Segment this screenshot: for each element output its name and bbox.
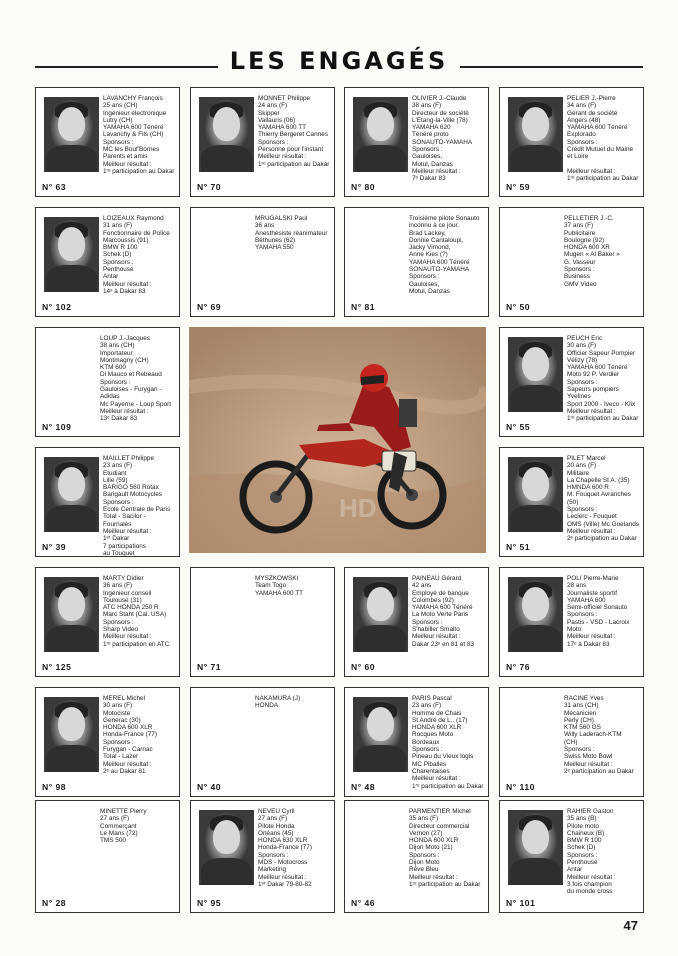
entrant-number: N° 102 bbox=[42, 302, 72, 312]
entrant-card-olivier bbox=[344, 87, 489, 197]
portrait-photo bbox=[44, 697, 99, 772]
entrant-card-marty bbox=[35, 567, 180, 677]
entrant-number: N° 63 bbox=[42, 182, 67, 192]
portrait-photo bbox=[353, 97, 408, 172]
portrait-photo bbox=[44, 97, 99, 172]
entrant-number: N° 39 bbox=[42, 542, 67, 552]
entrant-details: MINETTE Pierry 27 ans (F) Commerçant Le Mans (72) TMS 500 bbox=[100, 808, 147, 845]
portrait-photo bbox=[508, 337, 563, 412]
portrait-photo bbox=[508, 810, 563, 885]
entrant-details: PAINEAU Gérard 42 ans Employé de banque Colombes (92) YAMAHA 600 Ténéré La Moto Verte Paris Sponsors : S'habiller Smalto Meilleur résultat : Dakar 23ᵉ en 81 et 83 bbox=[412, 575, 475, 648]
portrait-photo bbox=[353, 697, 408, 772]
entrant-details: POLI Pierre-Marie 28 ans Journaliste sportif YAMAHA 600 Semi-officiel Sonauto Sponsors : Pastis - VSD - Lacroix Moto Meilleur résultat : 17ᵉ à Dakar 83 bbox=[567, 575, 630, 648]
entrant-details: MONNET Philippe 24 ans (F) Skipper Vallauris (06) YAMAHA 600 TT Thierry Bergeret Cannes Sponsors : Personne pour l'instant Meilleur résultat : 1ʳᵉ participation au Dakar bbox=[258, 95, 330, 168]
entrant-details: NAKAMURA (J) HONDA bbox=[255, 695, 301, 710]
page-title: LES ENGAGÉS bbox=[229, 47, 449, 75]
entrant-details: MEREL Michel 30 ans (F) Motociste Generac (30) HONDA 600 XLR Honda-France (77) Sponsors : Furygan - Carnac Total - Lazer Meilleur résultat : 2ᵉ au Dakar 81 bbox=[103, 695, 157, 775]
entrant-number: N° 110 bbox=[506, 782, 535, 792]
entrant-details: Troisième pilote Sonauto inconnu à ce jour. Brad Lackey, Donnie Cantaloupi, Jacky Vimond, Anne Kies (?) YAMAHA 600 Ténéré SONAUTO-YAMAHA Sponsors : Gauloises, Motul, Danzas bbox=[409, 215, 480, 295]
entrant-card-nakamura bbox=[190, 687, 335, 797]
entrant-details: PILET Marcel 20 ans (F) Militaire La Chapelle St A. (35) HMNDA 600 R M. Fouquet Avranches (50) Sponsors : Leclerc - Fouquet OMS (Ville) Mc Goelands Meilleur résultat : 2ᵉ participation au Dakar bbox=[567, 455, 639, 543]
entrant-card-merel bbox=[35, 687, 180, 797]
entrant-card-loup bbox=[35, 327, 180, 437]
entrant-number: N° 70 bbox=[197, 182, 222, 192]
entrant-details: MARTY Didier 36 ans (F) Ingénieur conseil Toulouse (31) ATC HONDA 250 R Marc Staht (Cal. USA) Sponsors : Sharp Video Meilleur résultat : 1ʳᵉ participation en ATC bbox=[103, 575, 170, 648]
entrant-card-troisieme bbox=[344, 207, 489, 317]
entrant-details: PARMENTIER Michel 35 ans (F) Directeur commercial Vernon (27) HONDA 600 XLR Dijon Moto (21) Sponsors : Dijon Moto Rêve Bleu Meilleur résultat : 1ʳᵉ participation au Dakar bbox=[409, 808, 481, 888]
entrant-card-lavanchy bbox=[35, 87, 180, 197]
entrant-card-pelletier bbox=[499, 207, 644, 317]
entrant-details: MAILLET Philippe 23 ans (F) Etudiant Lille (59) BARIGO 560 Rotax Barigault Motocycles Sponsors : Ecole Centrale de Paris Total - Sacilor - Fournalès Meilleur résultat : 1ᵉʳ Dakar 7 participations au Touquet bbox=[103, 455, 171, 557]
title-rule-right bbox=[460, 66, 643, 68]
dirt-bike-rider-illustration bbox=[189, 327, 486, 553]
entrant-details: LOUP J.-Jacques 38 ans (CH) Importateur Montmagny (CH) KTM 600 Di Mauco et Rebeaud Sponsors : Gauloises - Furygan - Adidas Mc Payerne - Loup Sport Meilleur résultat : 13ᵉ Dakar 83 bbox=[100, 335, 172, 423]
entrant-details: PELLETIER J.-C. 37 ans (F) Publicitaire Boulogne (92) HONDA 600 XR Mugen « Al Baker » G. Vasseur Sponsors : Business GMV Video bbox=[564, 215, 620, 288]
title-rule-left bbox=[35, 66, 218, 68]
entrant-details: MYSZKOWSKI Team Togo YAMAHA 600 TT bbox=[255, 575, 304, 597]
entrant-number: N° 59 bbox=[506, 182, 531, 192]
entrant-details: PELIER J.-Pierre 34 ans (F) Gérant de société Angers (48) YAMAHA 600 Ténéré Explorado Sponsors : Crédit Mutuel du Maine et Loire Meilleur résultat : 1ʳᵉ participation au Dakar bbox=[567, 95, 639, 183]
entrant-number: N° 46 bbox=[351, 898, 376, 908]
entrant-number: N° 51 bbox=[506, 542, 531, 552]
entrant-card-rahier bbox=[499, 800, 644, 913]
entrant-card-racine bbox=[499, 687, 644, 797]
entrant-details: NEVEU Cyril 27 ans (F) Pilote Honda Orléans (45) HONDA 630 XLR Honda-France (77) Sponsors : MDS - Motocross Marketing Meilleur résultat : 1ᵉʳ Dakar 79-80-82 bbox=[258, 808, 312, 888]
entrant-card-pilet bbox=[499, 447, 644, 557]
entrant-details: PEUCH Eric 30 ans (F) Officier Sapeur Pompier Vélizy (78) YAMAHA 600 Ténéré Moto 92 P. Verdier Sponsors : Sapeurs pompiers Yvelines Sport 2000 - Iveco - Klix Meilleur résultat : 1ʳᵉ participation au Dakar bbox=[567, 335, 639, 423]
entrant-number: N° 98 bbox=[42, 782, 67, 792]
entrant-number: N° 60 bbox=[351, 662, 376, 672]
portrait-photo bbox=[508, 457, 563, 532]
entrant-card-monnet bbox=[190, 87, 335, 197]
rider-photo bbox=[189, 327, 486, 553]
entrant-details: MRUGALSKI Paul 36 ans Anesthésiste réanimateur Béthunes (62) YAMAHA 550 bbox=[255, 215, 328, 252]
entrant-number: N° 101 bbox=[506, 898, 536, 908]
entrant-details: LAVANCHY François 25 ans (CH) Ingénieur électronique Lutry (CH) YAMAHA 600 Ténéré Lavanchy & Fils (CH) Sponsors : MC les Bouf'Bornes Parents et amis Meilleur résultat : 1ʳᵉ participation au Dakar bbox=[103, 95, 175, 175]
entrant-card-paineau bbox=[344, 567, 489, 677]
entrant-number: N° 95 bbox=[197, 898, 222, 908]
portrait-photo bbox=[353, 577, 408, 652]
entrant-card-poli bbox=[499, 567, 644, 677]
portrait-photo bbox=[508, 97, 563, 172]
entrant-number: N° 28 bbox=[42, 898, 67, 908]
entrant-details: PARIS Pascal 23 ans (F) Homme de Chais St André de L.. (17) HONDA 600 XLR Rocques Moto Bordeaux Sponsors : Pineau du Vieux logis MC Piballes Charentaises Meilleur résultat : 1ʳᵉ participation au Dakar bbox=[412, 695, 484, 790]
entrant-card-minette bbox=[35, 800, 180, 913]
entrant-card-pelier bbox=[499, 87, 644, 197]
portrait-photo bbox=[199, 97, 254, 172]
entrant-number: N° 50 bbox=[506, 302, 531, 312]
entrant-card-paris bbox=[344, 687, 489, 797]
entrant-details: LOIZEAUX Raymond 31 ans (F) Fonctionnaire de Police Marcoussis (91) BMW R 100 Schek (D) Sponsors : Penthouse Antar Meilleur résultat : 14ᵉ à Dakar 83 bbox=[103, 215, 170, 295]
entrant-details: OLIVIER J.-Claude 38 ans (F) Directeur de société L'Etang-la-Ville (78) YAMAHA 620 Ténéré proto SONAUTO-YAMAHA Sponsors : Gauloises, Motul, Danzas Meilleur résultat : 7ᵉ Dakar 83 bbox=[412, 95, 473, 183]
entrant-card-neveu bbox=[190, 800, 335, 913]
entrant-details: RACINE Yves 31 ans (CH) Mécanicien Perly (CH) KTM 560 GS Willy Laderach-KTM (CH) Sponsors : Swiss Moto Bowl Meilleur résultat : 2ᵉ participation au Dakar bbox=[564, 695, 634, 775]
portrait-photo bbox=[44, 457, 99, 532]
portrait-photo bbox=[199, 810, 254, 885]
portrait-photo bbox=[44, 217, 99, 292]
entrant-card-maillet bbox=[35, 447, 180, 557]
entrant-number: N° 55 bbox=[506, 422, 531, 432]
entrant-number: N° 69 bbox=[197, 302, 222, 312]
entrant-card-loizeaux bbox=[35, 207, 180, 317]
entrant-number: N° 80 bbox=[351, 182, 376, 192]
entrant-number: N° 81 bbox=[351, 302, 376, 312]
entrant-number: N° 71 bbox=[197, 662, 222, 672]
entrant-card-myszkowski bbox=[190, 567, 335, 677]
photo-credit-watermark: HD bbox=[339, 493, 377, 523]
entrant-number: N° 125 bbox=[42, 662, 72, 672]
entrant-number: N° 76 bbox=[506, 662, 531, 672]
page-number: 47 bbox=[623, 918, 638, 933]
entrant-card-parmentier bbox=[344, 800, 489, 913]
portrait-photo bbox=[44, 577, 99, 652]
entrant-details: RAHIER Gaston 35 ans (B) Pilote moto Chaineux (B) BMW R 100 Schek (D) Sponsors : Penthouse Antar Meilleur résultat : 3 fois champion du monde cross bbox=[567, 808, 616, 896]
entrant-card-mrugalski bbox=[190, 207, 335, 317]
entrant-number: N° 48 bbox=[351, 782, 376, 792]
portrait-photo bbox=[508, 577, 563, 652]
entrant-number: N° 40 bbox=[197, 782, 222, 792]
entrant-number: N° 109 bbox=[42, 422, 72, 432]
entrant-card-peuch bbox=[499, 327, 644, 437]
